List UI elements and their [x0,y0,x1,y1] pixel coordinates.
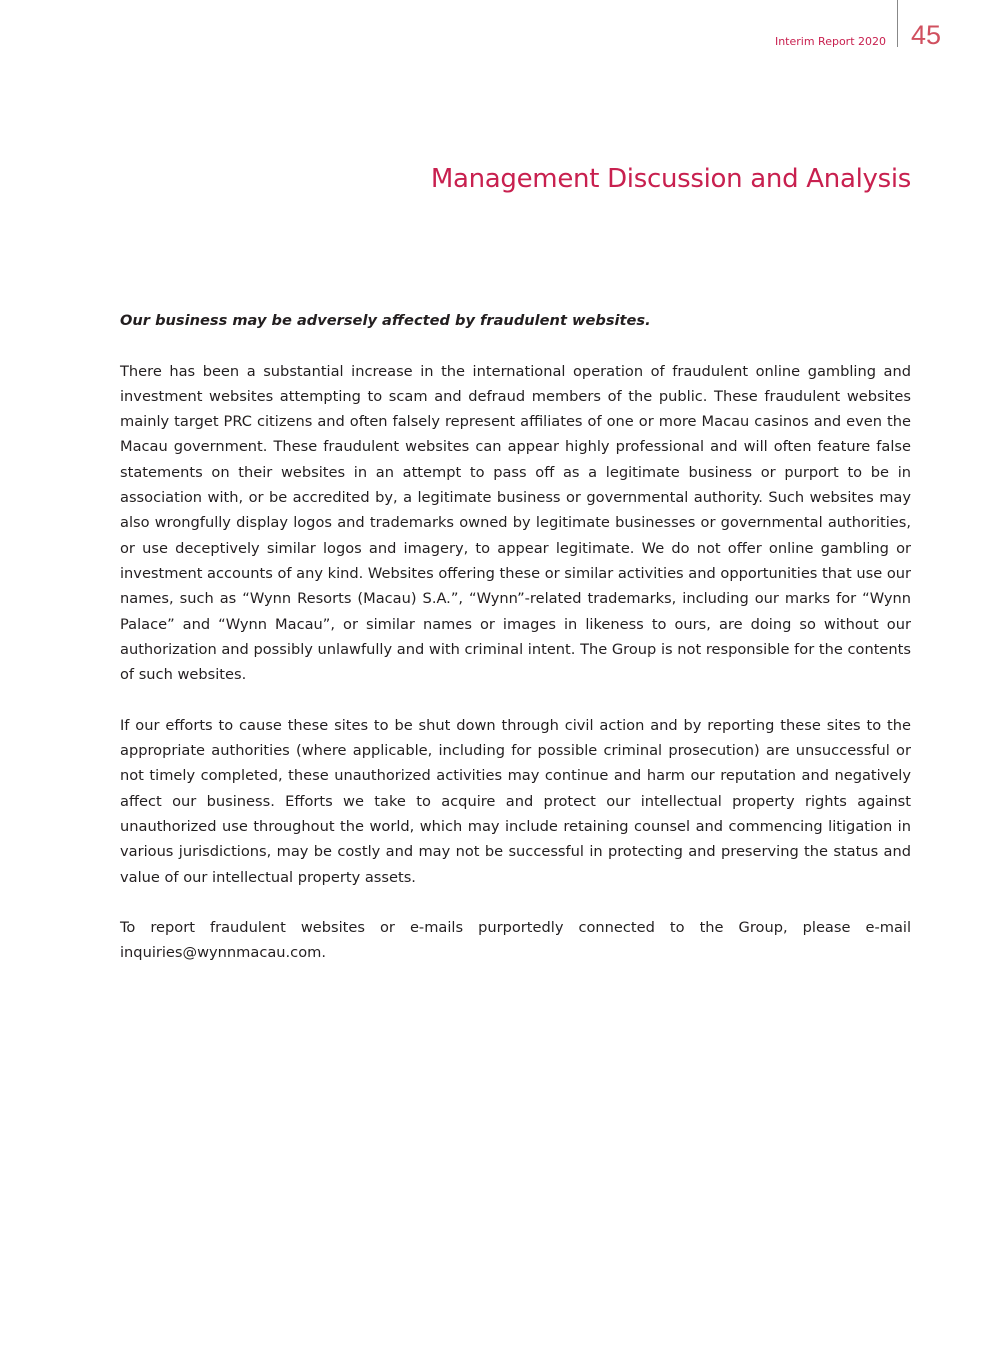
section-body [120,308,911,991]
section-heading: Our business may be adversely affected by fraudulent websites. [120,312,651,329]
paragraph: To report fraudulent websites or e-mails purportedly connected to the Group, please e-mail inquiries@wynnmacau.com. [120,919,911,962]
paragraph: If our efforts to cause these sites to be shut down through civil action and by reporting these sites to the appropriate authorities (where applicable, including for possible criminal prosecution) are unsuccessful or not timely completed, these unauthorized activities may continue and harm our reputation and negatively affect our business. Efforts we take to acquire and protect our intellectual property rights against unauthorized use throughout the world, which may include retaining counsel and commencing litigation in various jurisdictions, may be costly and may not be successful in protecting and preserving the status and value of our intellectual property assets. [120,716,911,886]
paragraph: There has been a substantial increase in the international operation of fraudulent online gambling and investment websites attempting to scam and defraud members of the public. These fraudulent websites mainly target PRC citizens and often falsely represent affiliates of one or more Macau casinos and even the Macau government. These fraudulent websites can appear highly professional and will often feature false statements on their websites in an attempt to pass off as a legitimate business or purport to be in association with, or be accredited by, a legitimate business or governmental authority. Such websites may also wrongfully display logos and trademarks owned by legitimate businesses or governmental authorities, or use deceptively similar logos and imagery, to appear legitimate. We do not offer online gambling or investment accounts of any kind. Websites offering these or similar activities and opportunities that use our names, such as “Wynn Resorts (Macau) S.A.”, “Wynn”-related trademarks, including our marks for “Wynn Palace” and “Wynn Macau”, or similar names or images in likeness to ours, are doing so without our authorization and possibly unlawfully and with criminal intent. The Group is not responsible for the contents of such websites. [120,362,911,684]
page-number: 45 [911,20,942,50]
page-title: Management Discussion and Analysis [430,164,911,194]
header-divider [897,0,898,47]
report-label: Interim Report 2020 [774,35,886,48]
